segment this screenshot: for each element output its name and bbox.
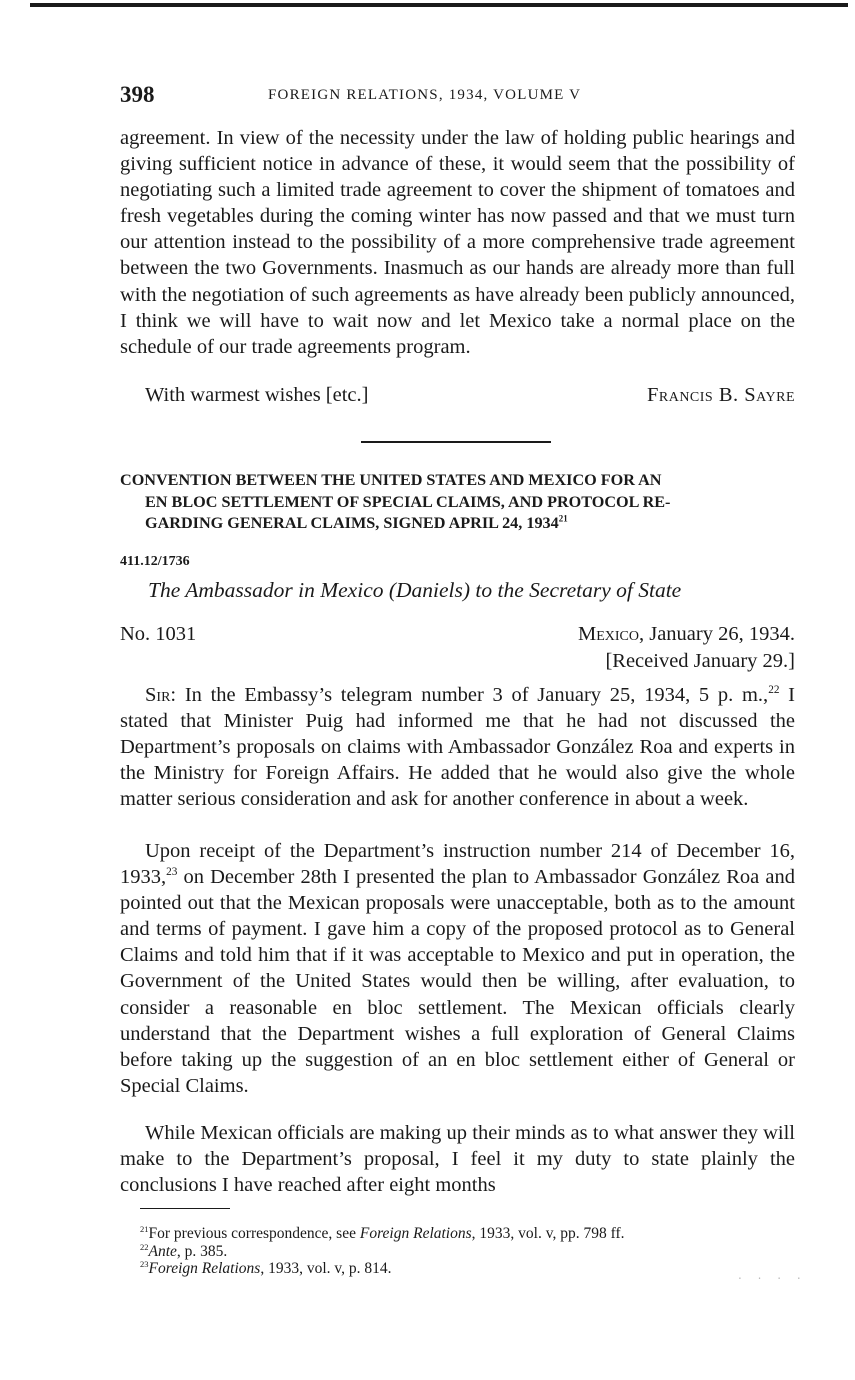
footnote-number: 23 (140, 1258, 149, 1269)
document-title: The Ambassador in Mexico (Daniels) to the Secretary of State (148, 578, 682, 602)
footnote-ref-22: 22 (768, 684, 780, 697)
closing-salutation: With warmest wishes [etc.] (145, 384, 369, 406)
received-date: [Received January 29.] (605, 650, 795, 672)
footnote-23 (140, 1260, 800, 1278)
footnote-rule (140, 1208, 230, 1209)
section-heading-line-1: CONVENTION BETWEEN THE UNITED STATES AND MEXICO FOR AN (120, 471, 662, 489)
footnote-title: Foreign Relations (148, 1260, 261, 1277)
dateline (120, 623, 795, 677)
closing-line (120, 384, 795, 411)
running-title: FOREIGN RELATIONS, 1934, VOLUME V (268, 87, 582, 103)
body-paragraph-2-text-b: on December 28th I presented the plan to Ambassador González Roa and pointed out that the Mexican proposals were unacceptable, both as to the amount and terms of payment. I gave him a copy of the proposed protocol as to General Claims and told him that if it was acceptable to Mexico and put in operation, the Government of the United States would then be willing, after evaluation, to consider a reasonable en bloc settlement. The Mexican officials clearly understand that the Department wishes a full exploration of General Claims before taking up the suggestion of an en bloc settlement either of General or Special Claims. (120, 866, 795, 1097)
body-paragraph-1-text-b: I stated that Minister Puig had informed me that he had not discussed the Department’s proposals on claims with Ambassador González Roa and experts in the Ministry for Foreign Affairs. He added that he would also give the whole matter serious consideration and ask for another conference in about a week. (120, 684, 795, 811)
footnote-title: Foreign Relations (359, 1225, 472, 1242)
body-paragraph-1 (120, 682, 795, 812)
footnotes (140, 1225, 800, 1278)
scan-speckles: . . . . (738, 1268, 807, 1282)
section-heading-line-2: EN BLOC SETTLEMENT OF SPECIAL CLAIMS, AND PROTOCOL RE- (145, 492, 671, 511)
footnote-text: , 1933, vol. v, pp. 798 ff. (471, 1225, 625, 1242)
opening-paragraph: agreement. In view of the necessity under the law of holding public hearings and giving sufficient notice in advance of these, it would seem that the possibility of negotiating such a limited trade agreement to cover the shipment of tomatoes and fresh vegetables during the coming winter has now passed and that we must turn our attention instead to the possibility of a more comprehensive trade agreement between the two Governments. Inasmuch as our hands are already more than full with the negotiation of such agreements as have already been publicly announced, I think we will have to wait now and let Mexico take a normal place on the schedule of our trade agreements program. (120, 127, 795, 358)
dispatch-date-text: , January 26, 1934. (638, 623, 795, 645)
footnote-number: 21 (140, 1223, 149, 1234)
signature: Francis B. Sayre (646, 384, 795, 406)
dispatch-number: No. 1031 (120, 623, 197, 645)
footnote-text: , p. 385. (176, 1242, 228, 1260)
section-heading-line-3-text: GARDING GENERAL CLAIMS, SIGNED APRIL 24, 1934 (145, 514, 559, 532)
body-paragraph-2-text-a: Upon receipt of the Department’s instruction number 214 of December 16, 1933, (120, 840, 795, 889)
page-header (120, 82, 795, 110)
body-paragraph-3: While Mexican officials are making up their minds as to what answer they will make to the Department’s proposal, I feel it my duty to state plainly the conclusions I have reached after eight months (120, 1122, 795, 1197)
footnote-title: Ante (148, 1242, 177, 1260)
footnote-ref-23: 23 (166, 866, 178, 879)
footnote-text: , 1933, vol. v, p. 814. (260, 1260, 392, 1277)
top-border-rule (30, 3, 848, 7)
footnote-number: 22 (140, 1241, 149, 1252)
body-paragraph-1-text-a: : In the Embassy’s telegram number 3 of January 25, 1934, 5 p. m., (170, 684, 769, 706)
dispatch-date (578, 623, 795, 646)
footnote-ref-21: 21 (558, 513, 568, 524)
section-heading (120, 470, 795, 535)
footnote-21 (140, 1225, 800, 1243)
footnote-22 (140, 1243, 800, 1261)
body-paragraph-2 (120, 838, 795, 1099)
footnote-text: For previous correspondence, see (148, 1225, 360, 1242)
salutation-sir: Sir (145, 684, 171, 706)
page-number: 398 (120, 82, 155, 107)
section-divider (361, 441, 551, 443)
dispatch-place: Mexico (577, 623, 639, 645)
file-number: 411.12/1736 (120, 554, 190, 569)
section-heading-line-3 (120, 513, 795, 535)
